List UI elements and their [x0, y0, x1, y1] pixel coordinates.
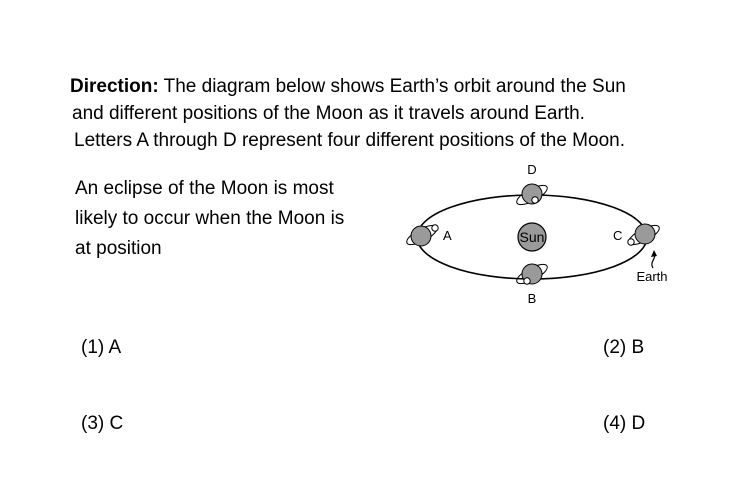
earth-label: Earth — [636, 269, 668, 284]
earth-pointer-arrow — [651, 250, 657, 268]
question-line-1: An eclipse of the Moon is most — [75, 178, 334, 199]
position-label-b: B — [527, 291, 537, 306]
question-line-3: at position — [75, 238, 162, 259]
direction-line-2: and different positions of the Moon as it travels around Earth. — [72, 103, 585, 124]
question-text — [75, 174, 395, 264]
earth-position-a — [404, 222, 452, 249]
sun-label: Sun — [519, 229, 545, 245]
position-label-a: A — [443, 228, 452, 243]
direction-line-1 — [70, 73, 710, 100]
answer-option-1[interactable]: (1) A — [81, 337, 122, 358]
earth-position-d — [514, 162, 550, 208]
earth-position-c — [613, 222, 662, 249]
direction-line-1-text: The diagram below shows Earth’s orbit around the Sun — [158, 76, 626, 97]
direction-label: Direction: — [70, 76, 159, 97]
question-line-2: likely to occur when the Moon is — [75, 208, 345, 229]
moon-c — [628, 239, 634, 245]
position-label-d: D — [527, 162, 537, 177]
arrow-head — [651, 250, 657, 257]
moon-d — [532, 197, 538, 203]
earth-position-b — [514, 261, 550, 306]
position-label-c: C — [613, 228, 623, 243]
answer-option-2[interactable]: (2) B — [603, 337, 645, 358]
earth-c — [635, 224, 655, 244]
earth-a — [411, 226, 431, 246]
direction-text — [70, 73, 710, 154]
direction-line-3: Letters A through D represent four different positions of the Moon. — [74, 130, 625, 151]
answer-option-3[interactable]: (3) C — [81, 413, 124, 434]
sun — [518, 223, 546, 251]
moon-a — [432, 225, 438, 231]
moon-b — [524, 278, 530, 284]
answer-option-4[interactable]: (4) D — [603, 413, 646, 434]
orbit-diagram — [395, 150, 695, 320]
